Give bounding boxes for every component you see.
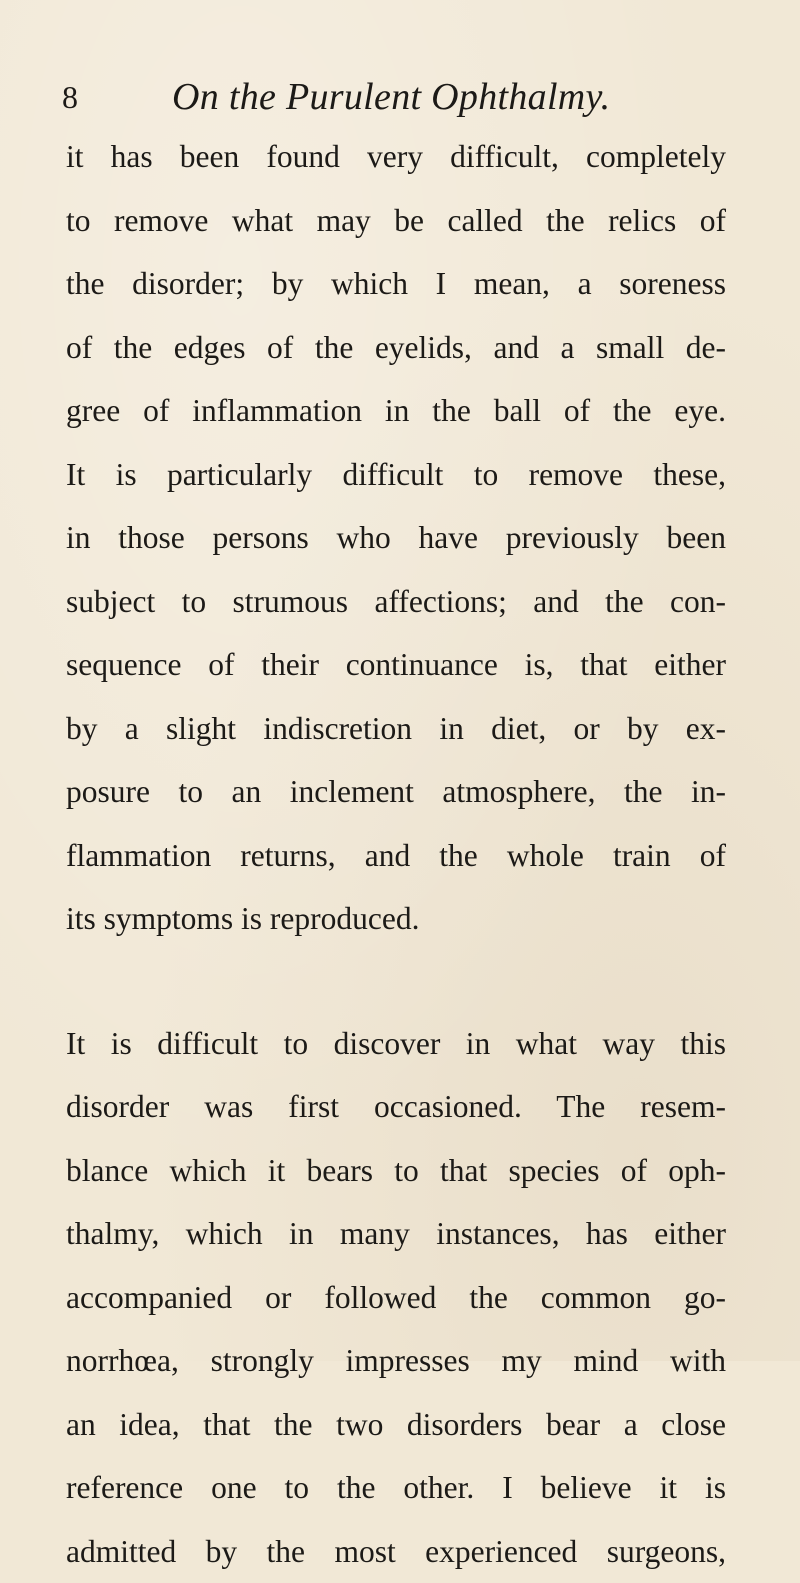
- page-number: 8: [62, 79, 78, 116]
- text-line: norrhœa, strongly impresses my mind with: [66, 1329, 726, 1393]
- text-line: blance which it bears to that species of oph-: [66, 1139, 726, 1203]
- text-line: to remove what may be called the relics of: [66, 189, 726, 253]
- paragraph-2: [66, 1012, 726, 1583]
- text-line: reference one to the other. I believe it is: [66, 1456, 726, 1520]
- text-line: It is difficult to discover in what way this: [66, 1012, 726, 1076]
- text-line: accompanied or followed the common go-: [66, 1266, 726, 1330]
- text-line: an idea, that the two disorders bear a close: [66, 1393, 726, 1457]
- text-line: of the edges of the eyelids, and a small de-: [66, 316, 726, 380]
- text-line: gree of inflammation in the ball of the eye.: [66, 379, 726, 443]
- text-line: the disorder; by which I mean, a soreness: [66, 252, 726, 316]
- text-line: in those persons who have previously been: [66, 506, 726, 570]
- paragraph-1: [66, 125, 726, 951]
- text-line: by a slight indiscretion in diet, or by ex-: [66, 697, 726, 761]
- paragraph-gap: [66, 951, 726, 1012]
- text-line: sequence of their continuance is, that either: [66, 633, 726, 697]
- text-line: posure to an inclement atmosphere, the in-: [66, 760, 726, 824]
- text-line: subject to strumous affections; and the con-: [66, 570, 726, 634]
- text-line: flammation returns, and the whole train of: [66, 824, 726, 888]
- body-text: [66, 125, 726, 1583]
- text-line: admitted by the most experienced surgeons,: [66, 1520, 726, 1583]
- text-line: It is particularly difficult to remove these,: [66, 443, 726, 507]
- page-header: [60, 75, 740, 125]
- text-line: disorder was first occasioned. The resem-: [66, 1075, 726, 1139]
- text-line: it has been found very difficult, completely: [66, 125, 726, 189]
- text-line: its symptoms is reproduced.: [66, 887, 726, 951]
- running-title: On the Purulent Ophthalmy.: [172, 75, 610, 119]
- text-line: thalmy, which in many instances, has either: [66, 1202, 726, 1266]
